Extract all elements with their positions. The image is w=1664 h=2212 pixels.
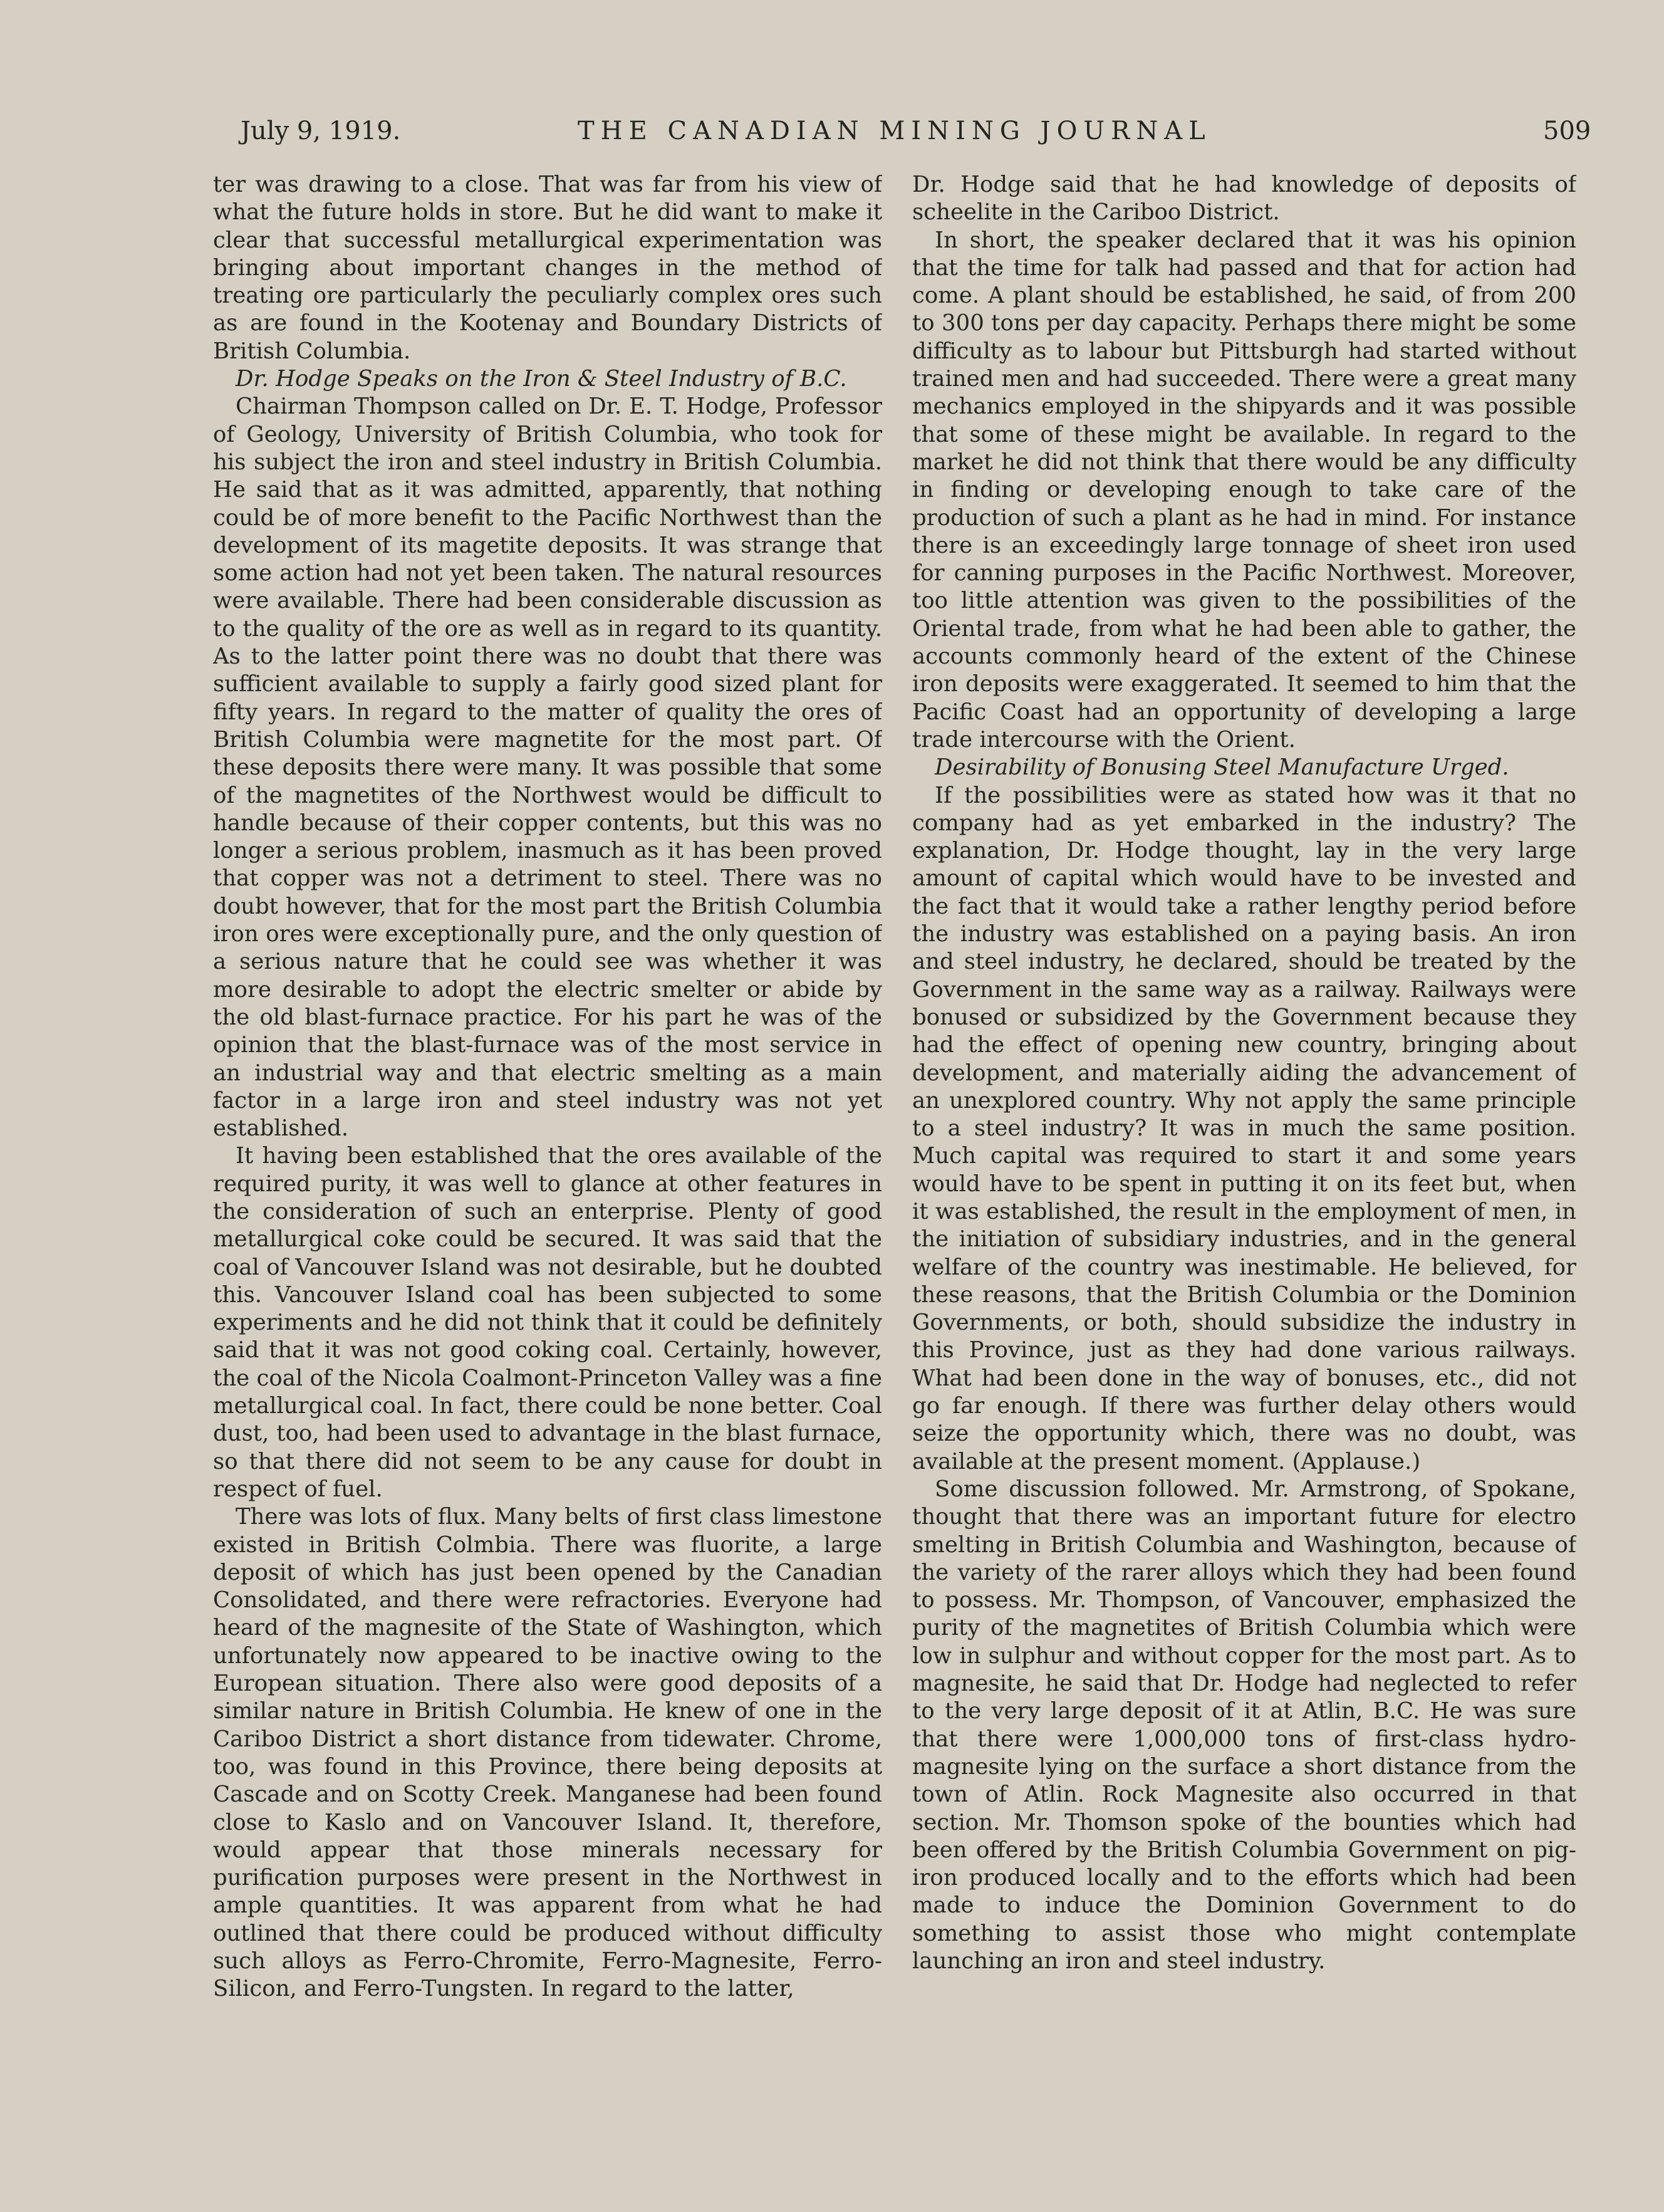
paragraph: In short, the speaker declared that it was his opinion that the time for talk had passed and that for action had come. A plant should be established, he said, of from 200 to 300 tons per day capacity. Perhaps there might be some difficulty as to labour but Pittsburgh had started without trained men and had succeeded. There were a great many mechanics employed in the shipyards and it was possible that some of these might be available. In regard to the market he did not think that there would be any difficulty in finding or developing enough to take care of the production of such a plant as he had in mind. For instance there is an exceedingly large tonnage of sheet iron used for canning purposes in the Pacific Northwest. Moreover, too little attention was given to the possibilities of the Oriental trade, from what he had been able to gather, the accounts commonly heard of the extent of the Chinese iron deposits were exaggerated. It seemed to him that the Pacific Coast had an opportunity of developing a large trade intercourse with the Orient. [912,227,1576,753]
paragraph: Some discussion followed. Mr. Armstrong, of Spokane, thought that there was an important future for electro smelting in British Columbia and Washington, because of the variety of the rarer alloys which they had been found to possess. Mr. Thompson, of Vancouver, emphasized the purity of the magnetites of British Columbia which were low in sulphur and without copper for the most part. As to magnesite, he said that Dr. Hodge had neglected to refer to the very large deposit of it at Atlin, B.C. He was sure that there were 1,000,000 tons of first-class hydro-magnesite lying on the surface a short distance from the town of Atlin. Rock Magnesite also occurred in that section. Mr. Thomson spoke of the bounties which had been offered by the British Columbia Government on pig-iron produced locally and to the efforts which had been made to induce the Dominion Government to do something to assist those who might contemplate launching an iron and steel industry. [912,1476,1576,1974]
paragraph: Chairman Thompson called on Dr. E. T. Hodge, Professor of Geology, University of British Columbia, who took for his subject the iron and steel industry in British Columbia. He said that as it was admitted, apparently, that nothing could be of more benefit to the Pacific Northwest than the development of its magetite deposits. It was strange that some action had not yet been taken. The natural resources were available. There had been considerable discussion as to the quality of the ore as well as in regard to its quantity. As to the latter point there was no doubt that there was sufficient available to supply a fairly good sized plant for fifty years. In regard to the matter of quality the ores of British Columbia were magnetite for the most part. Of these deposits there were many. It was possible that some of the magnetites of the Northwest would be difficult to handle because of their copper contents, but this was no longer a serious problem, inasmuch as it has been proved that copper was not a detriment to steel. There was no doubt however, that for the most part the British Columbia iron ores were exceptionally pure, and the only question of a serious nature that he could see was whether it was more desirable to adopt the electric smelter or abide by the old blast-furnace practice. For his part he was of the opinion that the blast-furnace was of the most service in an industrial way and that electric smelting as a main factor in a large iron and steel industry was not yet established. [213,394,882,1142]
paragraph: It having been established that the ores available of the required purity, it was well to glance at other features in the consideration of such an enterprise. Plenty of good metallurgical coke could be secured. It was said that the coal of Vancouver Island was not desirable, but he doubted this. Vancouver Island coal has been subjected to some experiments and he did not think that it could be definitely said that it was not good coking coal. Certainly, however, the coal of the Nicola Coalmont-Princeton Valley was a fine metallurgical coal. In fact, there could be none better. Coal dust, too, had been used to advantage in the blast furnace, so that there did not seem to be any cause for doubt in respect of fuel. [213,1143,882,1502]
left-column [213,171,882,2101]
paragraph: There was lots of flux. Many belts of first class limestone existed in British Colmbia. There was fluorite, a large deposit of which has just been opened by the Canadian Consolidated, and there were refractories. Everyone had heard of the magnesite of the State of Washington, which unfortunately now appeared to be inactive owing to the European situation. There also were good deposits of a similar nature in British Columbia. He knew of one in the Cariboo District a short distance from tidewater. Chrome, too, was found in this Province, there being deposits at Cascade and on Scotty Creek. Manganese had been found close to Kaslo and on Vancouver Island. It, therefore, would appear that those minerals necessary for purification purposes were present in the Northwest in ample quantities. It was apparent from what he had outlined that there could be produced without difficulty such alloys as Ferro-Chromite, Ferro-Magnesite, Ferro-Silicon, and Ferro-Tungsten. In regard to the latter, [213,1504,882,2002]
page-header [0,117,1664,154]
paragraph: If the possibilities were as stated how was it that no company had as yet embarked in the industry? The explanation, Dr. Hodge thought, lay in the very large amount of capital which would have to be invested and the fact that it would take a rather lengthy period before the industry was established on a paying basis. An iron and steel industry, he declared, should be treated by the Government in the same way as a railway. Railways were bonused or subsidized by the Government because they had the effect of opening new country, bringing about development, and materially aiding the advancement of an unexplored country. Why not apply the same principle to a steel industry? It was in much the same position. Much capital was required to start it and some years would have to be spent in putting it on its feet but, when it was established, the result in the employment of men, in the initiation of subsidiary industries, and in the general welfare of the country was inestimable. He believed, for these reasons, that the British Columbia or the Dominion Governments, or both, should subsidize the industry in this Province, just as they had done various railways. What had been done in the way of bonuses, etc., did not go far enough. If there was further delay others would seize the opportunity which, there was no doubt, was available at the present moment. (Applause.) [912,782,1576,1474]
journal-title: THE CANADIAN MINING JOURNAL [578,117,1212,145]
right-column [912,171,1576,2101]
issue-date: July 9, 1919. [241,117,401,145]
paragraph: ter was drawing to a close. That was far from his view of what the future holds in store. But he did want to make it clear that successful metallurgical experimentation was bringing about important changes in the method of treating ore particularly the peculiarly complex ores such as are found in the Kootenay and Boundary Districts of British Columbia. [213,172,882,364]
section-heading: Dr. Hodge Speaks on the Iron & Steel Industry of B.C. [236,366,847,392]
section-heading: Desirability of Bonusing Steel Manufacture Urged. [935,754,1509,781]
paragraph: Dr. Hodge said that he had knowledge of deposits of scheelite in the Cariboo District. [912,172,1576,226]
page-number: 509 [1543,117,1591,145]
